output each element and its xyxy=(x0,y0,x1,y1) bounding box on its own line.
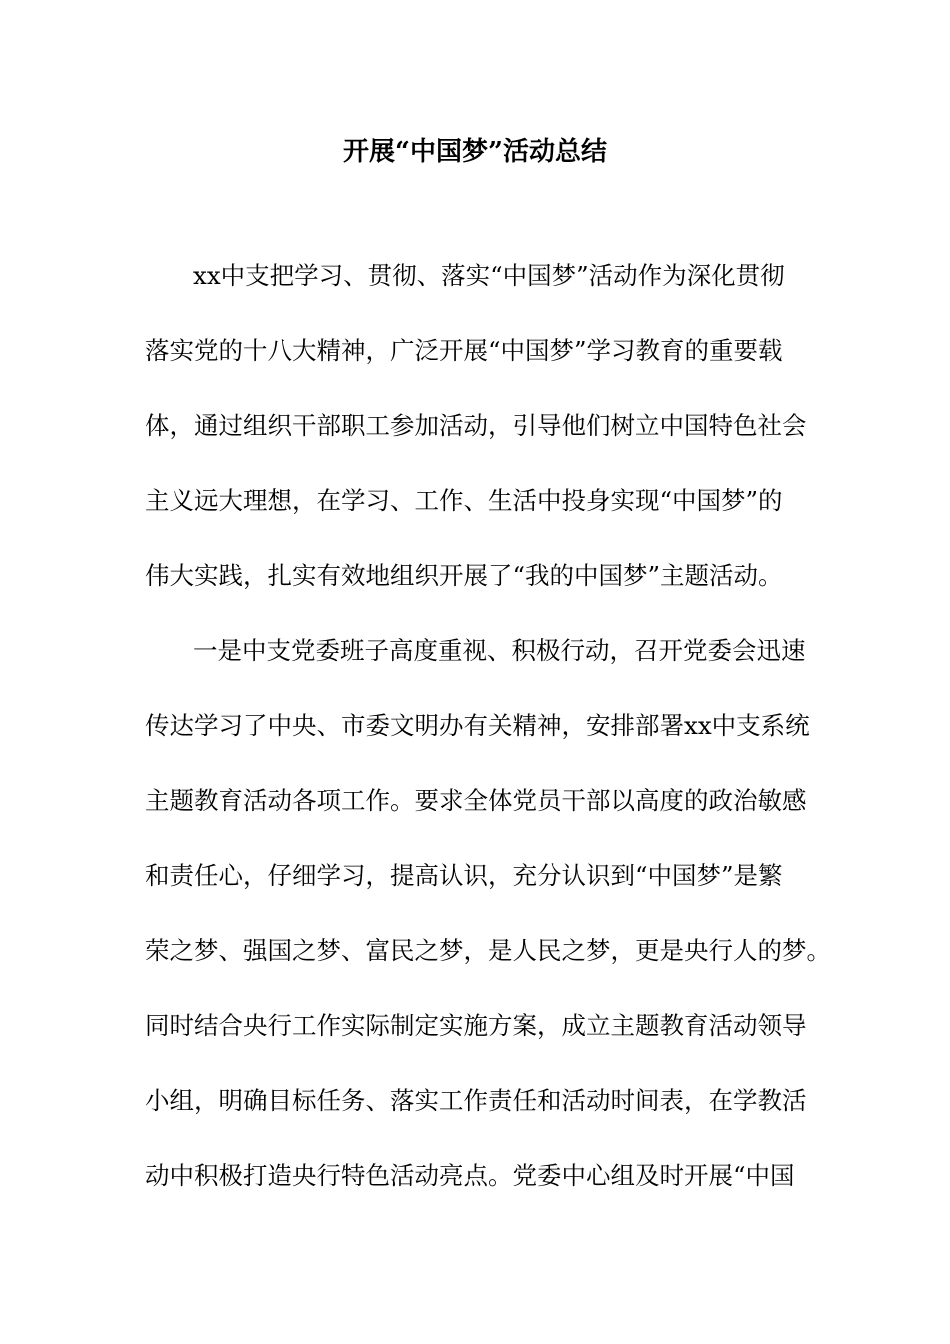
paragraph-2-line-2: 传达学习了中央、市委文明办有关精神，安排部署xx中支系统 xyxy=(145,711,810,740)
paragraph-2-line-6: 同时结合央行工作实际制定实施方案，成立主题教育活动领导 xyxy=(145,1011,807,1040)
paragraph-2-line-1: 一是中支党委班子高度重视、积极行动，召开党委会迅速 xyxy=(193,636,806,665)
paragraph-2-line-4: 和责任心，仔细学习，提高认识，充分认识到“中国梦”是繁 xyxy=(145,861,783,890)
paragraph-2-line-8: 动中积极打造央行特色活动亮点。党委中心组及时开展“中国 xyxy=(145,1161,795,1190)
paragraph-2-line-5: 荣之梦、强国之梦、富民之梦，是人民之梦，更是央行人的梦。 xyxy=(145,936,831,965)
paragraph-2-line-7: 小组，明确目标任务、落实工作责任和活动时间表，在学教活 xyxy=(145,1086,807,1115)
paragraph-1-line-4: 主义远大理想，在学习、工作、生活中投身实现“中国梦”的 xyxy=(145,486,783,515)
paragraph-1-line-2: 落实党的十八大精神，广泛开展“中国梦”学习教育的重要载 xyxy=(145,336,783,365)
paragraph-1-line-3: 体，通过组织干部职工参加活动，引导他们树立中国特色社会 xyxy=(145,411,807,440)
paragraph-2-line-3: 主题教育活动各项工作。要求全体党员干部以高度的政治敏感 xyxy=(145,786,807,815)
document-title: 开展“中国梦”活动总结 xyxy=(343,137,607,167)
paragraph-1-line-1: xx中支把学习、贯彻、落实“中国梦”活动作为深化贯彻 xyxy=(193,261,785,290)
paragraph-1-line-5: 伟大实践，扎实有效地组织开展了“我的中国梦”主题活动。 xyxy=(145,561,783,590)
